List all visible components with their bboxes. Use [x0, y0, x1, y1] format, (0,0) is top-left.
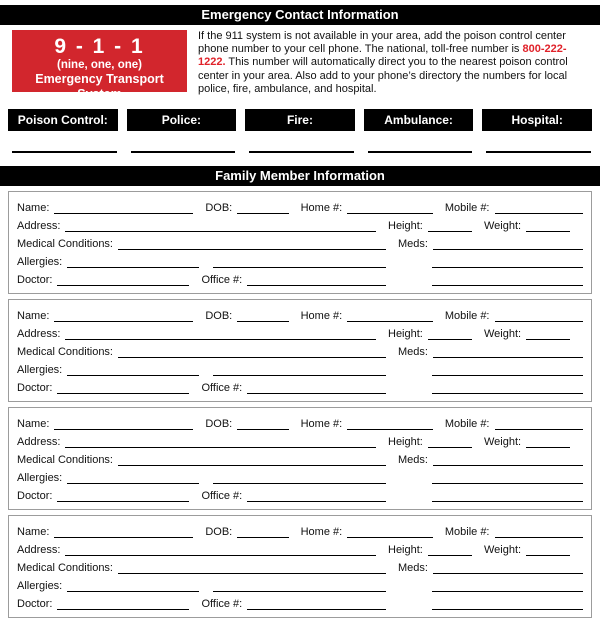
doctor-blank-line — [57, 501, 189, 502]
name-field — [17, 310, 193, 323]
weight-label: Weight: — [484, 220, 522, 233]
family-member-box — [8, 407, 592, 510]
member-row-doctor — [17, 593, 583, 611]
medical-conditions-blank-line — [118, 573, 386, 574]
name-field — [17, 418, 193, 431]
height-label: Height: — [388, 544, 423, 557]
doctor-label: Doctor: — [17, 490, 53, 503]
allergies-continued-field — [213, 483, 386, 485]
name-blank-line — [54, 213, 193, 214]
office-phone-label: Office #: — [201, 274, 243, 287]
contact-label-fire: Fire: — [245, 109, 355, 131]
family-member-box — [8, 299, 592, 402]
height-field — [388, 220, 472, 233]
meds-continued-blank-line-2 — [432, 393, 583, 394]
allergies-label: Allergies: — [17, 580, 63, 593]
member-row-address — [17, 323, 583, 341]
contact-column-fire — [245, 109, 355, 153]
family-member-box — [8, 515, 592, 618]
meds-continued-blank-line — [432, 591, 583, 592]
meds-continued-blank-line-2 — [432, 501, 583, 502]
meds-field — [398, 454, 583, 467]
medical-conditions-field — [17, 562, 386, 575]
height-label: Height: — [388, 220, 423, 233]
dob-label: DOB: — [205, 202, 233, 215]
office-phone-field — [201, 274, 386, 287]
doctor-label: Doctor: — [17, 382, 53, 395]
meds-blank-line — [433, 249, 583, 250]
meds-continued-blank-line-2 — [432, 285, 583, 286]
mobile-phone-blank-line — [495, 321, 584, 322]
height-field — [388, 436, 472, 449]
height-field — [388, 328, 472, 341]
member-row-address — [17, 215, 583, 233]
address-blank-line — [65, 555, 376, 556]
medical-conditions-field — [17, 454, 386, 467]
height-field — [388, 544, 472, 557]
height-blank-line — [428, 339, 472, 340]
name-label: Name: — [17, 526, 50, 539]
address-blank-line — [65, 339, 376, 340]
doctor-label: Doctor: — [17, 598, 53, 611]
meds-label: Meds: — [398, 346, 428, 359]
contact-column-poison-control — [8, 109, 118, 153]
allergies-blank-line — [67, 267, 199, 268]
medical-conditions-label: Medical Conditions: — [17, 238, 113, 251]
member-row-doctor — [17, 269, 583, 287]
hospital-blank-line — [486, 151, 591, 153]
name-label: Name: — [17, 202, 50, 215]
office-phone-field — [201, 598, 386, 611]
mobile-phone-label: Mobile #: — [444, 526, 490, 539]
allergies-field — [17, 256, 199, 269]
member-row-name — [17, 413, 583, 431]
emergency-form-page — [0, 5, 600, 618]
home-phone-label: Home #: — [300, 310, 343, 323]
office-phone-label: Office #: — [201, 490, 243, 503]
weight-field — [484, 436, 570, 449]
allergies-label: Allergies: — [17, 256, 63, 269]
meds-label: Meds: — [398, 454, 428, 467]
office-phone-blank-line — [247, 501, 386, 502]
medical-conditions-label: Medical Conditions: — [17, 454, 113, 467]
meds-label: Meds: — [398, 562, 428, 575]
home-phone-label: Home #: — [300, 526, 343, 539]
medical-conditions-blank-line — [118, 357, 386, 358]
poison-control-phone-number: 800-222-1222. — [198, 43, 567, 69]
meds-continued-blank-line — [432, 267, 583, 268]
meds-continued-blank-line — [432, 375, 583, 376]
allergies-blank-line — [67, 375, 199, 376]
address-field — [17, 328, 376, 341]
weight-label: Weight: — [484, 544, 522, 557]
emergency-contacts-row — [8, 109, 592, 153]
contact-column-ambulance — [364, 109, 474, 153]
medical-conditions-blank-line — [118, 249, 386, 250]
height-blank-line — [428, 231, 472, 232]
office-phone-field — [201, 490, 386, 503]
member-row-doctor — [17, 377, 583, 395]
allergies-continued-field — [213, 375, 386, 377]
police-blank-line — [131, 151, 236, 153]
office-phone-blank-line — [247, 393, 386, 394]
name-blank-line — [54, 321, 193, 322]
home-phone-field — [301, 418, 433, 431]
height-blank-line — [428, 447, 472, 448]
office-phone-field — [201, 382, 386, 395]
meds-blank-line — [433, 357, 583, 358]
address-blank-line — [65, 447, 376, 448]
911-number: 9 - 1 - 1 — [54, 35, 145, 58]
family-member-header-bar — [0, 166, 600, 186]
intro-section — [12, 30, 592, 101]
emergency-contact-title: Emergency Contact Information — [201, 7, 399, 22]
intro-text-after: This number will automatically direct you to the nearest poison control center in your area. Also add to your phone’s directory the numbers for local police, fire, ambulance, and hospital. — [198, 56, 568, 95]
medical-conditions-label: Medical Conditions: — [17, 346, 113, 359]
office-phone-blank-line — [247, 609, 386, 610]
member-row-address — [17, 539, 583, 557]
meds-field — [398, 238, 583, 251]
weight-field — [484, 544, 570, 557]
allergies-label: Allergies: — [17, 472, 63, 485]
dob-blank-line — [237, 321, 288, 322]
mobile-phone-label: Mobile #: — [444, 202, 490, 215]
dob-label: DOB: — [205, 310, 233, 323]
address-blank-line — [65, 231, 376, 232]
contact-label-ambulance: Ambulance: — [364, 109, 474, 131]
address-label: Address: — [17, 436, 61, 449]
member-row-medical — [17, 449, 583, 467]
doctor-label: Doctor: — [17, 274, 53, 287]
doctor-blank-line — [57, 609, 189, 610]
mobile-phone-label: Mobile #: — [444, 418, 490, 431]
emergency-contact-header-bar — [0, 5, 600, 25]
mobile-phone-label: Mobile #: — [444, 310, 490, 323]
mobile-phone-field — [445, 526, 583, 539]
member-row-allergies — [17, 359, 583, 377]
contact-column-police — [127, 109, 237, 153]
member-row-allergies — [17, 251, 583, 269]
allergies-continued-field — [213, 591, 386, 593]
doctor-field — [17, 598, 189, 611]
allergies-continued-blank-line — [213, 375, 386, 376]
family-member-box — [8, 191, 592, 294]
dob-label: DOB: — [205, 418, 233, 431]
address-label: Address: — [17, 220, 61, 233]
height-label: Height: — [388, 436, 423, 449]
doctor-field — [17, 382, 189, 395]
meds-continued-field — [398, 483, 583, 485]
height-blank-line — [428, 555, 472, 556]
member-row-name — [17, 521, 583, 539]
member-row-doctor — [17, 485, 583, 503]
address-field — [17, 544, 376, 557]
medical-conditions-field — [17, 238, 386, 251]
name-blank-line — [54, 537, 193, 538]
weight-blank-line — [526, 339, 570, 340]
contact-column-hospital — [482, 109, 592, 153]
allergies-blank-line — [67, 591, 199, 592]
medical-conditions-blank-line — [118, 465, 386, 466]
address-label: Address: — [17, 328, 61, 341]
dob-field — [205, 526, 288, 539]
medical-conditions-label: Medical Conditions: — [17, 562, 113, 575]
doctor-field — [17, 274, 189, 287]
mobile-phone-blank-line — [495, 213, 584, 214]
doctor-blank-line — [57, 285, 189, 286]
allergies-continued-field — [213, 267, 386, 269]
meds-continued-field-2 — [398, 393, 583, 395]
ambulance-blank-line — [368, 151, 473, 153]
allergies-continued-blank-line — [213, 483, 386, 484]
mobile-phone-field — [445, 202, 583, 215]
meds-continued-field — [398, 591, 583, 593]
doctor-blank-line — [57, 393, 189, 394]
meds-continued-field-2 — [398, 501, 583, 503]
allergies-field — [17, 472, 199, 485]
home-phone-label: Home #: — [300, 418, 343, 431]
mobile-phone-blank-line — [495, 429, 584, 430]
weight-label: Weight: — [484, 436, 522, 449]
home-phone-blank-line — [347, 537, 433, 538]
allergies-field — [17, 364, 199, 377]
name-field — [17, 202, 193, 215]
home-phone-blank-line — [347, 321, 433, 322]
allergies-label: Allergies: — [17, 364, 63, 377]
911-transport-label: Emergency Transport System — [35, 72, 164, 101]
weight-blank-line — [526, 447, 570, 448]
dob-field — [205, 418, 288, 431]
family-member-title: Family Member Information — [215, 168, 385, 184]
doctor-field — [17, 490, 189, 503]
member-row-allergies — [17, 467, 583, 485]
allergies-blank-line — [67, 483, 199, 484]
name-label: Name: — [17, 310, 50, 323]
member-row-address — [17, 431, 583, 449]
dob-field — [205, 310, 288, 323]
member-row-medical — [17, 341, 583, 359]
911-phonetic: (nine, one, one) — [57, 59, 142, 71]
meds-continued-field — [398, 267, 583, 269]
address-field — [17, 220, 376, 233]
weight-label: Weight: — [484, 328, 522, 341]
contact-label-police: Police: — [127, 109, 237, 131]
intro-paragraph — [198, 30, 592, 96]
address-field — [17, 436, 376, 449]
office-phone-label: Office #: — [201, 382, 243, 395]
dob-blank-line — [237, 213, 288, 214]
allergies-field — [17, 580, 199, 593]
meds-continued-blank-line-2 — [432, 609, 583, 610]
home-phone-blank-line — [347, 213, 433, 214]
home-phone-label: Home #: — [300, 202, 343, 215]
dob-label: DOB: — [205, 526, 233, 539]
medical-conditions-field — [17, 346, 386, 359]
dob-field — [205, 202, 288, 215]
allergies-continued-blank-line — [213, 267, 386, 268]
family-members-section — [8, 191, 592, 618]
member-row-name — [17, 305, 583, 323]
height-label: Height: — [388, 328, 423, 341]
mobile-phone-blank-line — [495, 537, 584, 538]
mobile-phone-field — [445, 418, 583, 431]
intro-text-before: If the 911 system is not available in your area, add the poison control center phone number to your cell phone. The national, toll-free number is — [198, 30, 566, 56]
office-phone-blank-line — [247, 285, 386, 286]
meds-label: Meds: — [398, 238, 428, 251]
meds-continued-field-2 — [398, 609, 583, 611]
office-phone-label: Office #: — [201, 598, 243, 611]
meds-field — [398, 346, 583, 359]
home-phone-field — [301, 526, 433, 539]
contact-label-hospital: Hospital: — [482, 109, 592, 131]
home-phone-field — [301, 202, 433, 215]
member-row-name — [17, 197, 583, 215]
meds-continued-field-2 — [398, 285, 583, 287]
fire-blank-line — [249, 151, 354, 153]
home-phone-field — [301, 310, 433, 323]
home-phone-blank-line — [347, 429, 433, 430]
meds-field — [398, 562, 583, 575]
member-row-medical — [17, 233, 583, 251]
member-row-allergies — [17, 575, 583, 593]
meds-continued-blank-line — [432, 483, 583, 484]
name-field — [17, 526, 193, 539]
meds-blank-line — [433, 465, 583, 466]
dob-blank-line — [237, 537, 288, 538]
weight-field — [484, 328, 570, 341]
weight-blank-line — [526, 555, 570, 556]
contact-label-poison-control: Poison Control: — [8, 109, 118, 131]
member-row-medical — [17, 557, 583, 575]
allergies-continued-blank-line — [213, 591, 386, 592]
poison-control-blank-line — [12, 151, 117, 153]
dob-blank-line — [237, 429, 288, 430]
meds-blank-line — [433, 573, 583, 574]
weight-blank-line — [526, 231, 570, 232]
address-label: Address: — [17, 544, 61, 557]
911-callout — [12, 30, 187, 101]
mobile-phone-field — [445, 310, 583, 323]
name-blank-line — [54, 429, 193, 430]
meds-continued-field — [398, 375, 583, 377]
name-label: Name: — [17, 418, 50, 431]
weight-field — [484, 220, 570, 233]
